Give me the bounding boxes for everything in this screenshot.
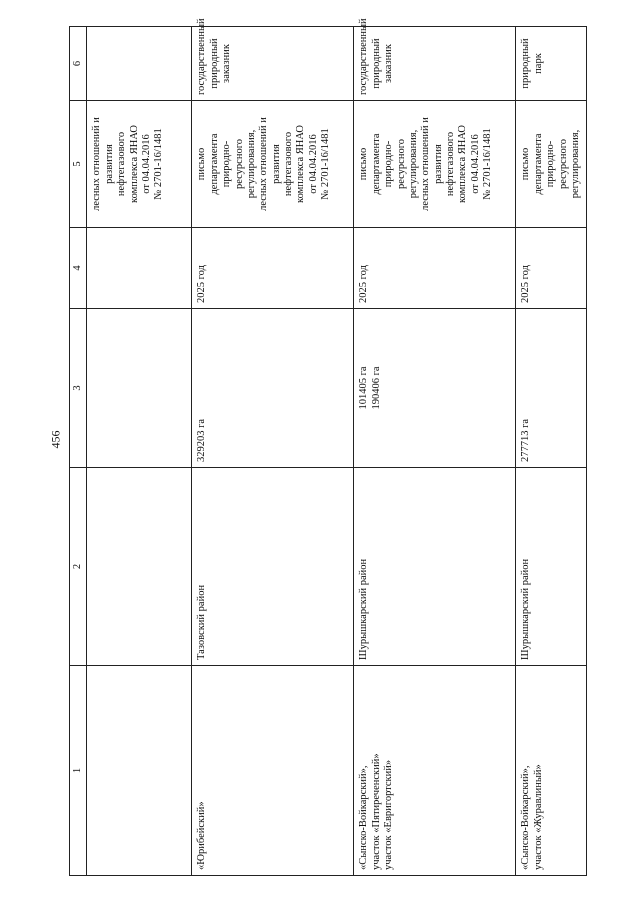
- column-header-4: 4: [70, 228, 87, 309]
- cell-year: 2025 год: [354, 228, 516, 309]
- cell-area: 101405 га 190406 га: [354, 309, 516, 468]
- rotated-table-container: [69, 18, 581, 876]
- cell-empty: [87, 27, 192, 101]
- cell-name: «Сынско-Войкарский», участок «Журавлиный»: [516, 666, 587, 876]
- table-header-row: [70, 27, 87, 876]
- table-row: [354, 27, 516, 876]
- cell-empty: [87, 468, 192, 666]
- cell-empty: [87, 309, 192, 468]
- page-number: 456: [48, 430, 63, 449]
- cell-district: Шурышкарский район: [516, 468, 587, 666]
- cell-empty: [87, 666, 192, 876]
- column-header-3: 3: [70, 309, 87, 468]
- table-row: [516, 27, 587, 876]
- cell-district: Шурышкарский район: [354, 468, 516, 666]
- cell-category: природный парк: [516, 27, 587, 101]
- cell-name: «Сынско-Войкарский», участок «Пятиреченский» участок «Евригортский»: [354, 666, 516, 876]
- cell-name: «Юрибейский»: [192, 666, 354, 876]
- column-header-5: 5: [70, 101, 87, 228]
- column-header-1: 1: [70, 666, 87, 876]
- cell-area: 277713 га: [516, 309, 587, 468]
- cell-category: государственный природный заказник: [354, 27, 516, 101]
- cell-district: Тазовский район: [192, 468, 354, 666]
- table-row: [192, 27, 354, 876]
- cell-year: 2025 год: [516, 228, 587, 309]
- cell-basis: письмо департамента природно- ресурсного регулирования, лесных отношений и развития нефтегазового комплекса ЯНАО от 04.04.2016 № 2701-16/1481: [354, 101, 516, 228]
- cell-basis: письмо департамента природно- ресурсного регулирования, лесных отношений и развития нефтегазового комплекса ЯНАО от 04.04.2016 № 2701-16/1481: [192, 101, 354, 228]
- cell-basis: письмо департамента природно- ресурсного регулирования,: [516, 101, 587, 228]
- continuation-row: [87, 27, 192, 876]
- cell-category: государственный природный заказник: [192, 27, 354, 101]
- cell-empty: [87, 228, 192, 309]
- cell-basis-continuation: лесных отношений и развития нефтегазового комплекса ЯНАО от 04.04.2016 № 2701-16/1481: [87, 101, 192, 228]
- protected-areas-table: [69, 18, 587, 876]
- cell-year: 2025 год: [192, 228, 354, 309]
- cell-area: 329203 га: [192, 309, 354, 468]
- column-header-2: 2: [70, 468, 87, 666]
- column-header-6: 6: [70, 27, 87, 101]
